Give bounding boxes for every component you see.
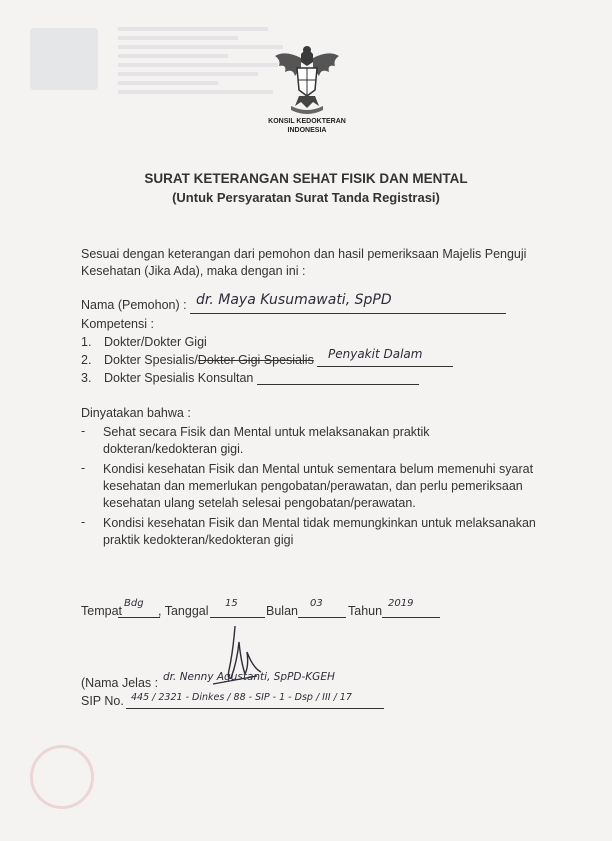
date-label: , Tanggal — [158, 604, 209, 618]
competency-number: 2. — [81, 353, 92, 367]
statement-healthy: Sehat secara Fisik dan Mental untuk melaksanakan praktik dokteran/kedokteran gigi. — [103, 425, 430, 456]
competency-specialist — [104, 353, 314, 367]
clear-name-label: (Nama Jelas : — [81, 676, 159, 690]
declared-label: Dinyatakan bahwa : — [81, 406, 191, 420]
place-handwritten: Bdg — [124, 598, 144, 609]
council-name-line1: KONSIL KEDOKTERAN — [268, 118, 346, 125]
document-subtitle: (Untuk Persyaratan Surat Tanda Registrasi) — [172, 190, 440, 205]
garuda-emblem-icon — [271, 40, 343, 118]
statement-unfit: Kondisi kesehatan Fisik dan Mental tidak memungkinkan untuk melaksanakan praktik kedokteran/kedokteran gigi — [103, 516, 536, 547]
date-handwritten: 15 — [225, 598, 238, 609]
statement-temporary: Kondisi kesehatan Fisik dan Mental untuk sementara belum memenuhi syarat kesehatan dan memerlukan pengobatan/perawatan, dan perlu pemeriksaan kesehatan ulang setelah selesai pengobatan/perawatan. — [103, 462, 534, 510]
faint-stamp — [30, 745, 94, 809]
competency-consultant: Dokter Spesialis Konsultan — [104, 371, 254, 385]
month-handwritten: 03 — [310, 598, 323, 609]
competency-general: Dokter/Dokter Gigi — [104, 335, 207, 349]
bleed-through-text — [118, 22, 288, 99]
sip-label: SIP No. — [81, 694, 124, 708]
council-name-line2: INDONESIA — [287, 127, 327, 134]
competency-number: 3. — [81, 371, 92, 385]
competency-dental-specialist-struck: Dokter Gigi Spesialis — [197, 353, 314, 367]
month-label: Bulan — [266, 604, 298, 618]
statement-dash: - — [81, 424, 86, 438]
clear-name-handwritten: dr. Nenny Agustanti, SpPD-KGEH — [163, 671, 335, 683]
competence-label: Kompetensi : — [81, 317, 154, 331]
place-underline — [118, 617, 160, 618]
statement-dash: - — [81, 515, 86, 529]
applicant-label: Nama (Pemohon) : — [81, 298, 187, 312]
document-title: SURAT KETERANGAN SEHAT FISIK DAN MENTAL — [144, 171, 468, 186]
month-underline — [298, 617, 346, 618]
place-label: Tempat — [81, 604, 122, 618]
sip-underline — [126, 708, 384, 709]
council-name — [240, 117, 374, 135]
competency-number: 1. — [81, 335, 92, 349]
bleed-through-mark — [30, 28, 98, 90]
consultant-underline — [257, 384, 419, 385]
statement-dash: - — [81, 461, 86, 475]
applicant-underline — [190, 313, 506, 314]
specialty-underline — [317, 366, 453, 367]
applicant-name-handwritten: dr. Maya Kusumawati, SpPD — [196, 292, 392, 308]
date-underline — [210, 617, 265, 618]
sip-handwritten: 445 / 2321 - Dinkes / 88 - SIP - 1 - Dsp / III / 17 — [131, 692, 352, 703]
year-label: Tahun — [348, 604, 383, 618]
year-underline — [382, 617, 440, 618]
year-handwritten: 2019 — [388, 598, 414, 609]
intro-paragraph: Sesuai dengan keterangan dari pemohon dan hasil pemeriksaan Majelis Penguji Kesehatan (Jika Ada), maka dengan ini : — [81, 247, 527, 278]
specialty-handwritten: Penyakit Dalam — [328, 347, 423, 361]
competency-specialist-label: Dokter Spesialis/ — [104, 353, 198, 367]
